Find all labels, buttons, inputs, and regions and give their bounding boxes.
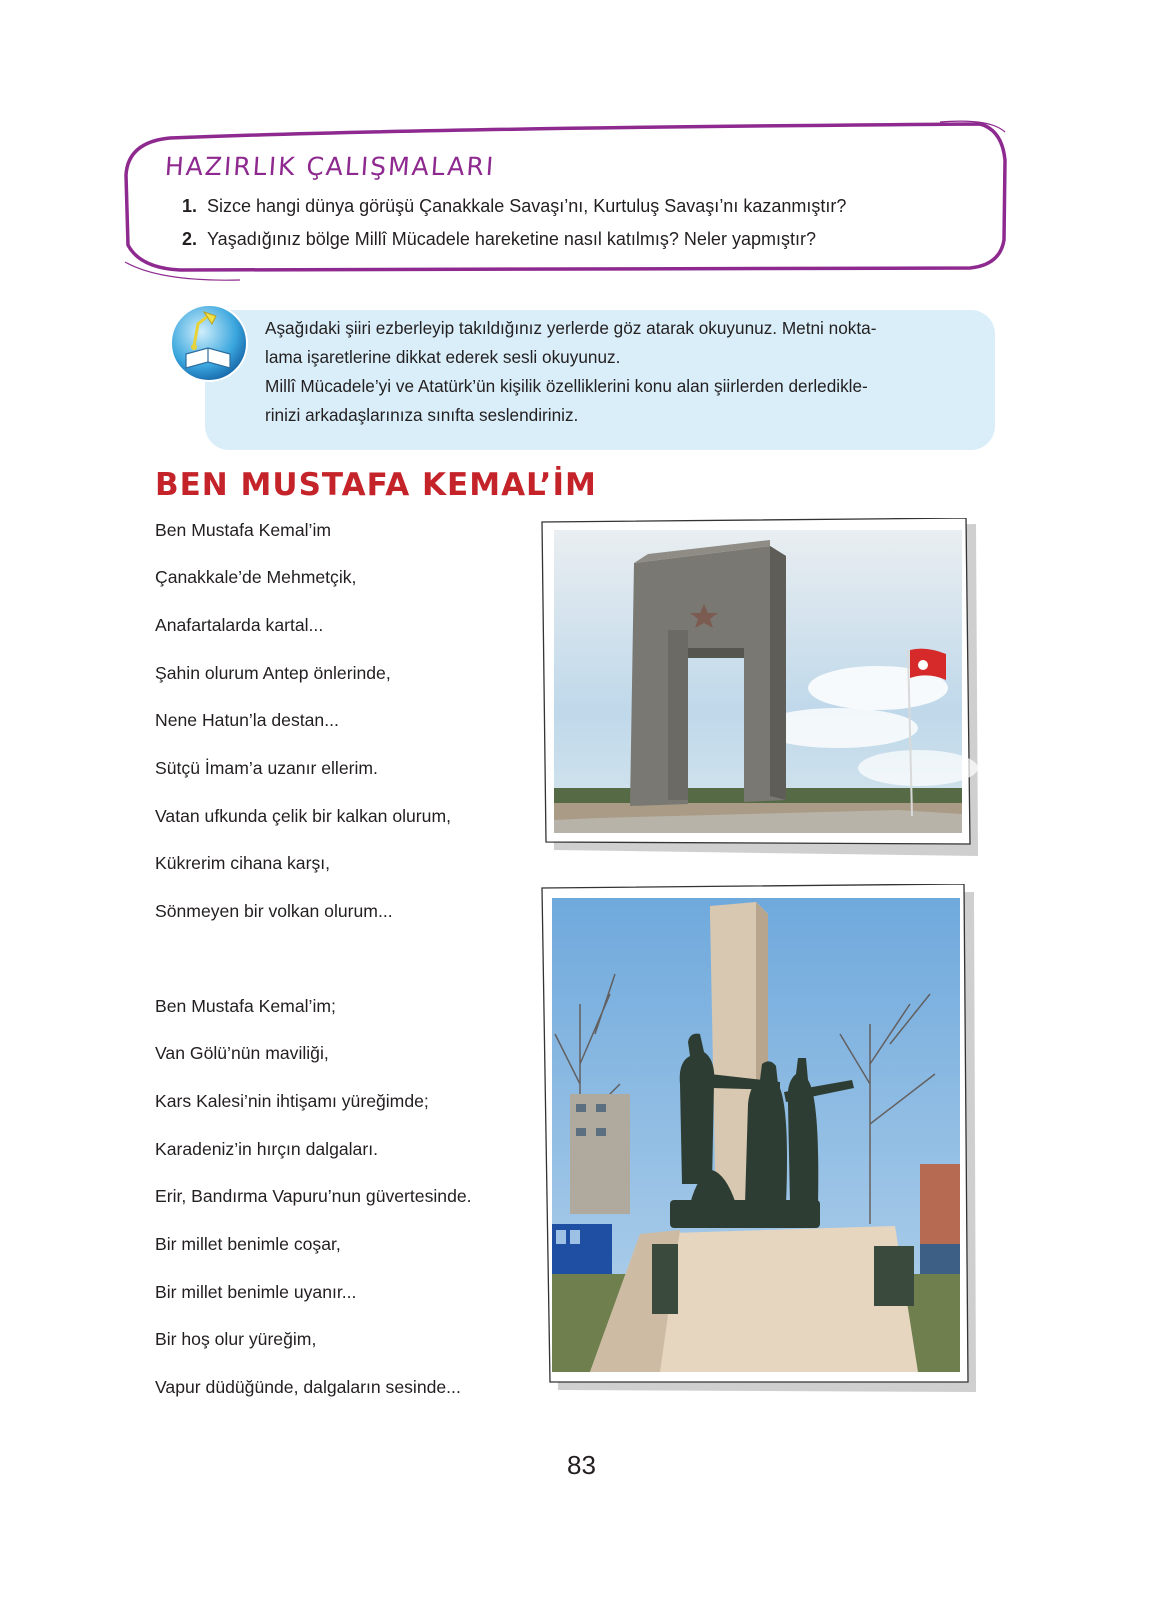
question-text: Yaşadığınız bölge Millî Mücadele hareketine nasıl katılmış? Neler yapmıştır? (207, 229, 816, 249)
instruction-line: lama işaretlerine dikkat ederek sesli okuyunuz. (265, 347, 621, 367)
poem-line: Kükrerim cihana karşı, (155, 853, 331, 873)
poem-line: Erir, Bandırma Vapuru’nun güvertesinde. (155, 1186, 472, 1206)
poem-line: Bir hoş olur yüreğim, (155, 1329, 317, 1349)
poem-line: Ben Mustafa Kemal’im (155, 520, 332, 540)
poem-line: Nene Hatun’la destan... (155, 710, 339, 730)
instruction-line: Aşağıdaki şiiri ezberleyip takıldığınız yerlerde göz atarak okuyunuz. Metni nokta- (265, 318, 877, 338)
reading-book-lamp-icon (168, 302, 250, 384)
preparation-title: HAZIRLIK ÇALIŞMALARI (163, 152, 497, 181)
poem-line: Vatan ufkunda çelik bir kalkan olurum, (155, 806, 451, 826)
instruction-line: rinizi arkadaşlarınıza sınıfta seslendiriniz. (265, 405, 579, 425)
question-text: Sizce hangi dünya görüşü Çanakkale Savaşı’nı, Kurtuluş Savaşı’nı kazanmıştır? (207, 196, 847, 216)
question-number: 1. (182, 196, 198, 216)
question-number: 2. (182, 229, 198, 249)
poem-line: Şahin olurum Antep önlerinde, (155, 663, 391, 683)
preparation-question (182, 196, 846, 217)
instruction-text (265, 314, 985, 430)
poem-line: Vapur düdüğünde, dalgaların sesinde... (155, 1377, 461, 1397)
poem-line: Sütçü İmam’a uzanır ellerim. (155, 758, 378, 778)
poem-line: Anafartalarda kartal... (155, 615, 324, 635)
poem-title: BEN MUSTAFA KEMAL’İM (155, 467, 597, 503)
poem-line: Kars Kalesi’nin ihtişamı yüreğimde; (155, 1091, 429, 1111)
instruction-line: Millî Mücadele’yi ve Atatürk’ün kişilik özelliklerini konu alan şiirlerden derledikle- (265, 376, 868, 396)
poem-line: Bir millet benimle coşar, (155, 1234, 341, 1254)
poem-line: Van Gölü’nün maviliği, (155, 1043, 329, 1063)
poem-line: Ben Mustafa Kemal’im; (155, 996, 336, 1016)
poem-line: Sönmeyen bir volkan olurum... (155, 901, 393, 921)
poem-line: Karadeniz’in hırçın dalgaları. (155, 1139, 378, 1159)
canakkale-memorial-photo (538, 518, 983, 863)
independence-monument-photo (540, 884, 977, 1396)
poem-line: Çanakkale’de Mehmetçik, (155, 567, 357, 587)
preparation-question (182, 229, 816, 250)
page-number: 83 (567, 1450, 596, 1480)
poem-line: Bir millet benimle uyanır... (155, 1282, 357, 1302)
